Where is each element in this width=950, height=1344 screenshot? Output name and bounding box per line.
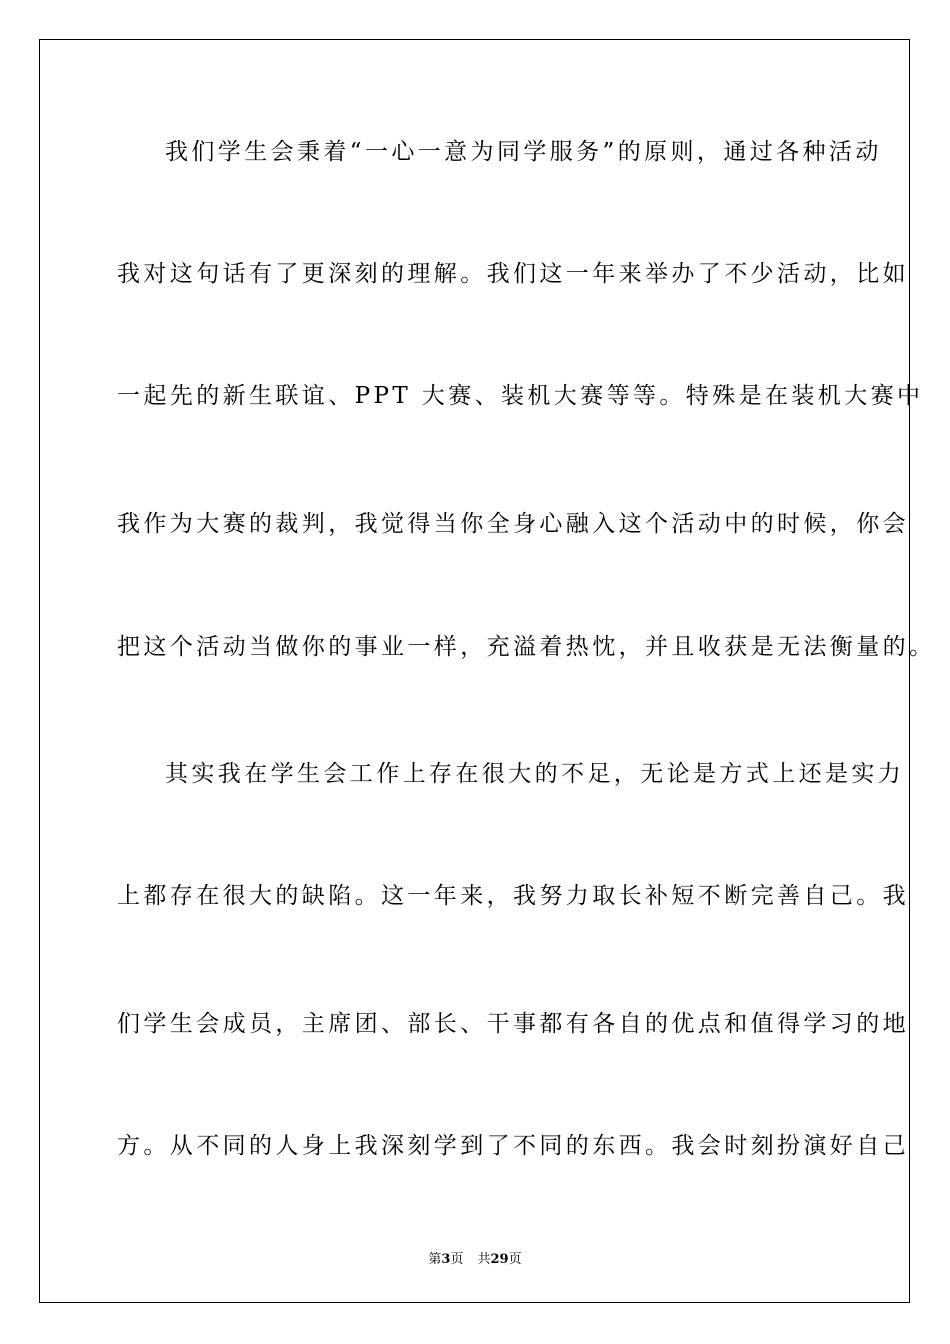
page-prefix: 第: [428, 1252, 442, 1267]
text-line: 我作为大赛的裁判，我觉得当你全身心融入这个活动中的时候，你会: [117, 511, 909, 537]
text-line: 方。从不同的人身上我深刻学到了不同的东西。我会时刻扮演好自己: [117, 1133, 909, 1159]
total-pages: 29: [490, 1252, 509, 1267]
page-border: [39, 39, 936, 1303]
text-line: 把这个活动当做你的事业一样，充溢着热忱，并且收获是无法衡量的。: [117, 634, 936, 660]
text-line: 我们学生会秉着“一心一意为同学服务”的原则，通过各种活动: [165, 139, 882, 165]
text-line: 上都存在很大的缺陷。这一年来，我努力取长补短不断完善自己。我: [117, 883, 909, 909]
text-line: 一起先的新生联谊、PPT 大赛、装机大赛等等。特殊是在装机大赛中: [117, 383, 924, 409]
text-line: 其实我在学生会工作上存在很大的不足，无论是方式上还是实力: [165, 761, 905, 787]
total-suffix: 页: [508, 1252, 522, 1267]
text-line: 我对这句话有了更深刻的理解。我们这一年来举办了不少活动，比如: [117, 261, 909, 287]
total-prefix: 共: [477, 1252, 491, 1267]
text-line: 们学生会成员，主席团、部长、干事都有各自的优点和值得学习的地: [117, 1011, 909, 1037]
page-suffix: 页: [450, 1252, 464, 1267]
page-footer: [0, 1248, 950, 1267]
page-number: 3: [441, 1252, 451, 1267]
